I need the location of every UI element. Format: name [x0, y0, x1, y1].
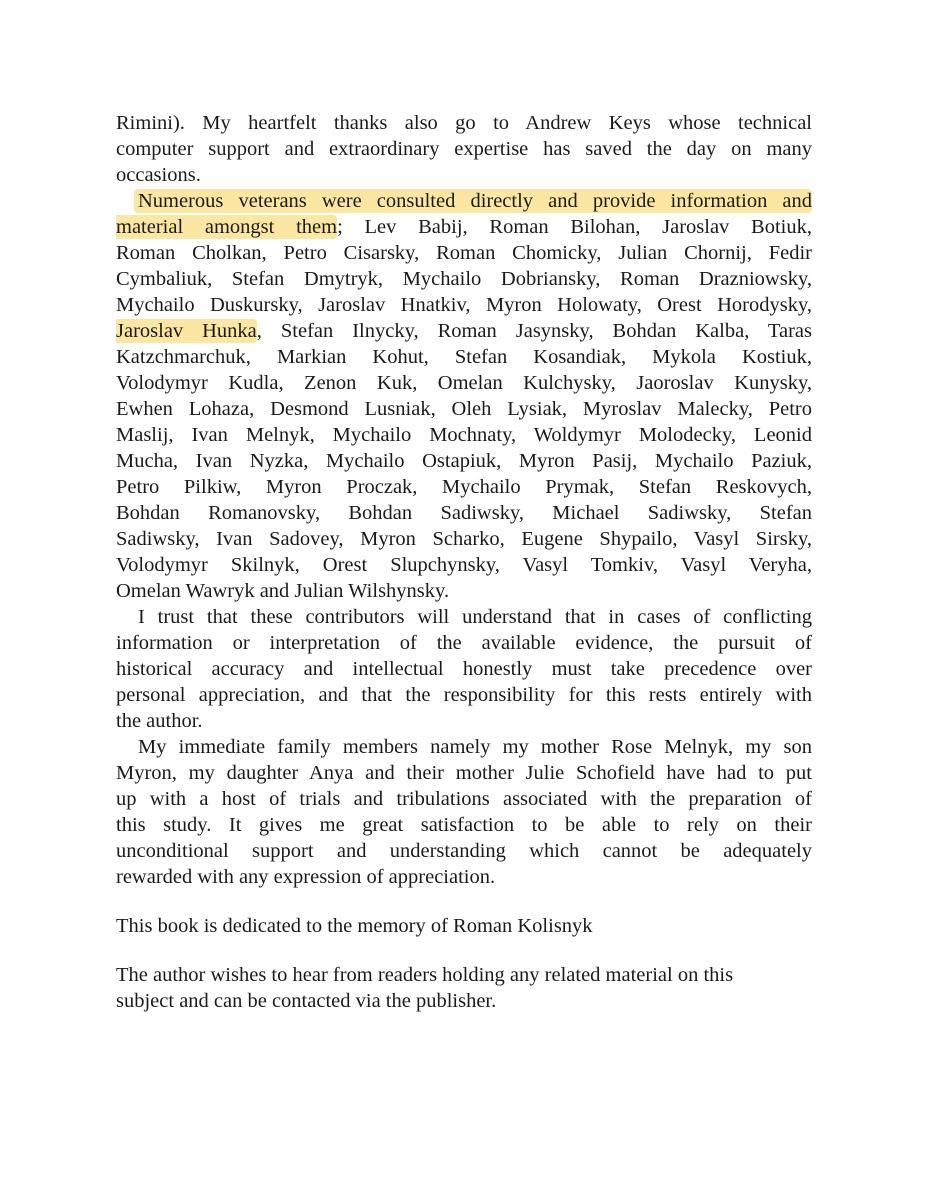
- text-line: Roman Cholkan, Petro Cisarsky, Roman Chomicky, Julian Chornij, Fedir: [116, 242, 812, 264]
- highlighted-text: Numerous veterans were consulted directly and provide information and: [134, 189, 812, 213]
- paragraph-thanks: [116, 110, 812, 188]
- text-line: The author wishes to hear from readers holding any related material on this: [116, 964, 734, 986]
- text-line: Bohdan Romanovsky, Bohdan Sadiwsky, Michael Sadiwsky, Stefan: [116, 502, 812, 524]
- highlighted-text: Jaroslav Hunka: [116, 319, 257, 343]
- paragraph-contact: [116, 962, 812, 1014]
- text-line: Ewhen Lohaza, Desmond Lusniak, Oleh Lysiak, Myroslav Malecky, Petro: [116, 398, 812, 420]
- text-line: up with a host of trials and tribulations associated with the preparation of: [116, 788, 812, 810]
- text-line: Rimini). My heartfelt thanks also go to Andrew Keys whose technical: [116, 112, 812, 134]
- dedication: This book is dedicated to the memory of Roman Kolisnyk: [116, 915, 593, 937]
- text-line: rewarded with any expression of appreciation.: [116, 866, 496, 888]
- text-line: the author.: [116, 710, 203, 732]
- spacer: [116, 890, 812, 913]
- paragraph-family: [116, 734, 812, 890]
- document-page: [116, 110, 812, 1014]
- spacer: [116, 939, 812, 962]
- text-line: Petro Pilkiw, Myron Proczak, Mychailo Prymak, Stefan Reskovych,: [116, 476, 812, 498]
- text-line: Myron, my daughter Anya and their mother Julie Schofield have had to put: [116, 762, 812, 784]
- text-line: I trust that these contributors will understand that in cases of conflicting: [138, 606, 812, 628]
- text-span: , Stefan Ilnycky, Roman Jasynsky, Bohdan Kalba, Taras: [256, 320, 812, 342]
- text-line: historical accuracy and intellectual honestly must take precedence over: [116, 658, 812, 680]
- highlighted-text: material amongst them: [116, 215, 337, 239]
- text-line: information or interpretation of the available evidence, the pursuit of: [116, 632, 812, 654]
- text-line: [116, 318, 812, 344]
- text-line: Maslij, Ivan Melnyk, Mychailo Mochnaty, Woldymyr Molodecky, Leonid: [116, 424, 812, 446]
- text-line: My immediate family members namely my mother Rose Melnyk, my son: [138, 736, 812, 758]
- text-line: subject and can be contacted via the publisher.: [116, 990, 497, 1012]
- text-line: Volodymyr Kudla, Zenon Kuk, Omelan Kulchysky, Jaoroslav Kunysky,: [116, 372, 812, 394]
- text-line: Mychailo Duskursky, Jaroslav Hnatkiv, Myron Holowaty, Orest Horodysky,: [116, 294, 812, 316]
- text-line: unconditional support and understanding which cannot be adequately: [116, 840, 812, 862]
- text-line: Katzchmarchuk, Markian Kohut, Stefan Kosandiak, Mykola Kostiuk,: [116, 346, 812, 368]
- paragraph-veterans: [116, 188, 812, 604]
- text-line: Mucha, Ivan Nyzka, Mychailo Ostapiuk, Myron Pasij, Mychailo Paziuk,: [116, 450, 812, 472]
- text-line: personal appreciation, and that the responsibility for this rests entirely with: [116, 684, 812, 706]
- text-line: [116, 214, 812, 240]
- text-span: ; Lev Babij, Roman Bilohan, Jaroslav Botiuk,: [337, 216, 812, 238]
- text-line: Sadiwsky, Ivan Sadovey, Myron Scharko, Eugene Shypailo, Vasyl Sirsky,: [116, 528, 812, 550]
- text-line: this study. It gives me great satisfaction to be able to rely on their: [116, 814, 812, 836]
- paragraph-trust: [116, 604, 812, 734]
- text-line: occasions.: [116, 164, 201, 186]
- text-line: Volodymyr Skilnyk, Orest Slupchynsky, Vasyl Tomkiv, Vasyl Veryha,: [116, 554, 812, 576]
- text-line: [116, 188, 812, 214]
- text-line: Omelan Wawryk and Julian Wilshynsky.: [116, 580, 450, 602]
- text-line: Cymbaliuk, Stefan Dmytryk, Mychailo Dobriansky, Roman Drazniowsky,: [116, 268, 812, 290]
- text-line: computer support and extraordinary expertise has saved the day on many: [116, 138, 812, 160]
